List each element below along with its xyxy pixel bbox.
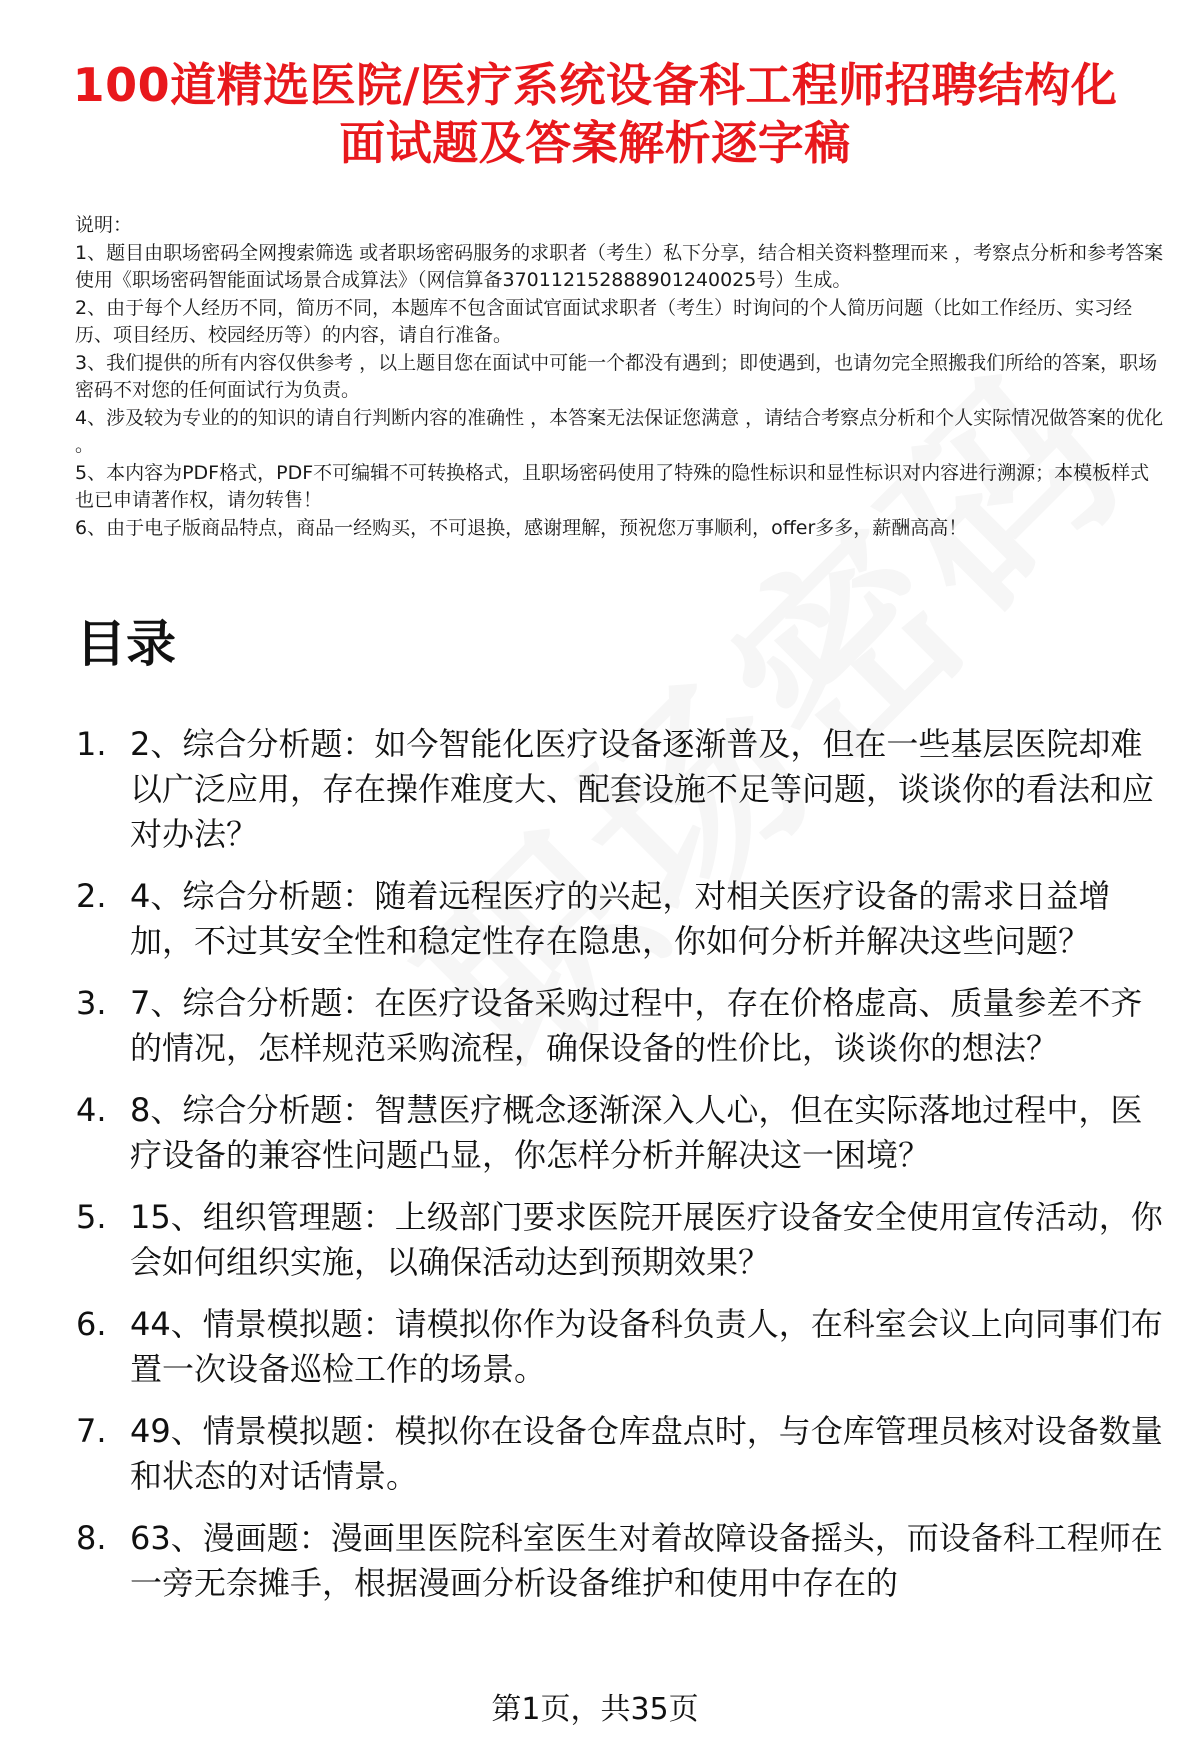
notes-section (75, 212, 1165, 542)
notes-item: 4、涉及较为专业的的知识的请自行判断内容的准确性 ，本答案无法保证您满意 ，请结合考察点分析和个人实际情况做答案的优化 。 (75, 406, 1164, 456)
toc-item[interactable] (76, 722, 1166, 857)
toc-item-number: 6. (76, 1305, 107, 1343)
toc-item-text: 8、综合分析题：智慧医疗概念逐渐深入人心，但在实际落地过程中，医疗设备的兼容性问题凸显，你怎样分析并解决这一困境？ (130, 1091, 1143, 1174)
notes-item: 3、我们提供的所有内容仅供参考 ，以上题目您在面试中可能一个都没有遇到；即使遇到，也请勿完全照搬我们所给的答案，职场密码不对您的任何面试行为负责。 (75, 351, 1158, 401)
notes-item: 2、由于每个人经历不同，简历不同，本题库不包含面试官面试求职者（考生）时询问的个人简历问题（比如工作经历、实习经历、项目经历、校园经历等）的内容，请自行准备。 (75, 296, 1133, 346)
toc-item-text: 7、综合分析题：在医疗设备采购过程中，存在价格虚高、质量参差不齐的情况，怎样规范采购流程，确保设备的性价比，谈谈你的想法？ (130, 984, 1143, 1067)
notes-item: 5、本内容为PDF格式，PDF不可编辑不可转换格式，且职场密码使用了特殊的隐性标识和显性标识对内容进行溯源；本模板样式也已申请著作权，请勿转售！ (75, 461, 1150, 511)
toc-item-number: 2. (76, 877, 107, 915)
toc-item-number: 8. (76, 1519, 107, 1557)
toc-item-text: 44、情景模拟题：请模拟你作为设备科负责人，在科室会议上向同事们布置一次设备巡检工作的场景。 (130, 1305, 1163, 1388)
toc-item[interactable] (76, 1409, 1166, 1499)
toc-item[interactable] (76, 1302, 1166, 1392)
toc-item-number: 1. (76, 725, 107, 763)
page-footer: 第1页，共35页 (491, 1692, 699, 1727)
toc-item[interactable] (76, 981, 1166, 1071)
toc-item[interactable] (76, 1516, 1166, 1606)
document-title: 100道精选医院/医疗系统设备科工程师招聘结构化面试题及答案解析逐字稿 (72, 58, 1118, 170)
toc-item[interactable] (76, 1195, 1166, 1285)
toc-item-number: 3. (76, 984, 107, 1022)
toc-item-text: 63、漫画题：漫画里医院科室医生对着故障设备摇头，而设备科工程师在一旁无奈摊手，根据漫画分析设备维护和使用中存在的 (130, 1519, 1163, 1602)
toc-item-number: 4. (76, 1091, 107, 1129)
toc-item-number: 7. (76, 1412, 107, 1450)
toc-item[interactable] (76, 874, 1166, 964)
notes-heading: 说明： (75, 214, 133, 236)
notes-item: 6、由于电子版商品特点，商品一经购买，不可退换，感谢理解，预祝您万事顺利，offer多多，薪酬高高！ (75, 516, 968, 539)
toc-item-text: 49、情景模拟题：模拟你在设备仓库盘点时，与仓库管理员核对设备数量和状态的对话情景。 (130, 1412, 1163, 1495)
toc-item-text: 2、综合分析题：如今智能化医疗设备逐渐普及，但在一些基层医院却难以广泛应用，存在操作难度大、配套设施不足等问题，谈谈你的看法和应对办法？ (130, 725, 1155, 853)
toc-item-text: 4、综合分析题：随着远程医疗的兴起，对相关医疗设备的需求日益增加，不过其安全性和稳定性存在隐患，你如何分析并解决这些问题？ (130, 877, 1111, 960)
toc-list (76, 722, 1166, 1623)
toc-item-number: 5. (76, 1198, 107, 1236)
notes-item: 1、题目由职场密码全网搜索筛选 或者职场密码服务的求职者（考生）私下分享，结合相关资料整理而来 ，考察点分析和参考答案使用《职场密码智能面试场景合成算法》（网信算备370112152888901240025号）生成。 (75, 241, 1164, 291)
toc-item[interactable] (76, 1088, 1166, 1178)
toc-item-text: 15、组织管理题：上级部门要求医院开展医疗设备安全使用宣传活动，你会如何组织实施，以确保活动达到预期效果？ (130, 1198, 1163, 1281)
toc-heading: 目录 (76, 615, 176, 673)
